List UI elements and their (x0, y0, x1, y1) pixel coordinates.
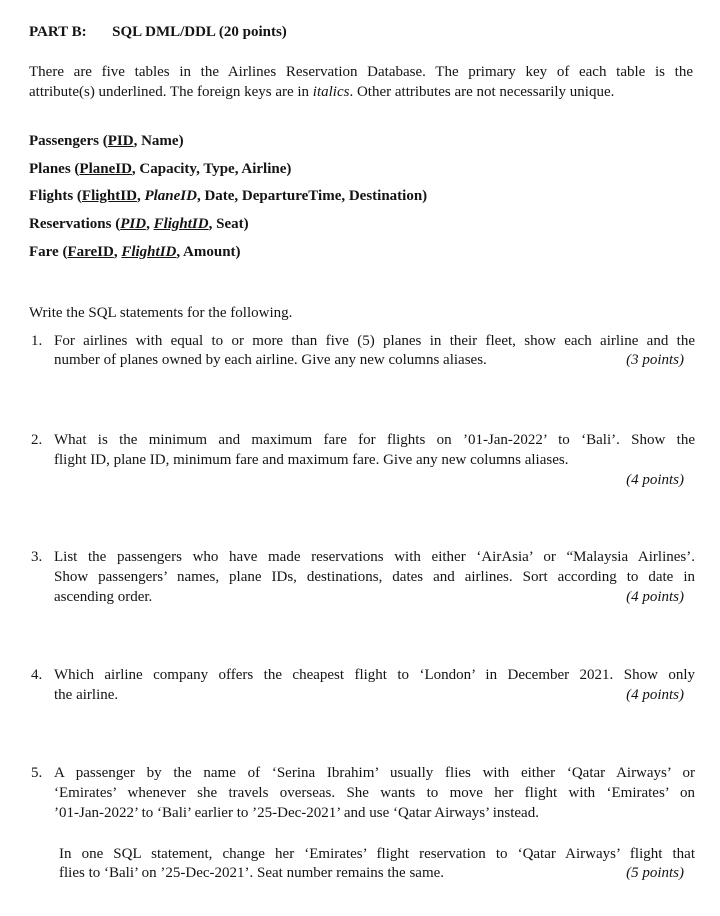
table-attributes: , Capacity, Type, Airline) (131, 161, 292, 177)
question-text-line: Which airline company offers the cheapest flight to ‘London’ in December 2021. Show only (54, 667, 695, 683)
question-number: 4. (31, 667, 43, 683)
question-points: (4 points) (626, 687, 684, 703)
primary-foreign-key: PID (120, 216, 147, 232)
table-name: Passengers ( (29, 133, 108, 149)
question-text-line: flies to ‘Bali’ on ’25-Dec-2021’. Seat number remains the same. (59, 865, 445, 881)
table-attributes: , Date, DepartureTime, Destination) (196, 188, 428, 204)
table-name: Fare ( (29, 244, 68, 260)
intro-italics-word: italics (312, 84, 350, 100)
primary-key: FareID (67, 244, 114, 260)
separator: , (146, 216, 154, 232)
table-attributes: , Seat) (208, 216, 249, 232)
question-number: 3. (31, 549, 43, 565)
table-name: Reservations ( (29, 216, 121, 232)
question-text-line: ’01-Jan-2022’ to ‘Bali’ earlier to ’25-Dec-2021’ and use ‘Qatar Airways’ instead. (54, 805, 539, 821)
question-text-line: List the passengers who have made reservations with either ‘AirAsia’ or “Malaysia Airlines’. (54, 549, 695, 565)
intro-line-2 (29, 84, 614, 101)
part-title: SQL DML/DDL (20 points) (112, 24, 287, 40)
primary-foreign-key: FlightID (121, 244, 177, 260)
question-points: (4 points) (626, 589, 684, 605)
schema-planes (29, 161, 291, 178)
question-number: 1. (31, 333, 43, 349)
schema-passengers (29, 133, 184, 150)
question-text-line: flight ID, plane ID, minimum fare and maximum fare. Give any new columns aliases. (54, 452, 569, 468)
heading (29, 24, 287, 41)
table-attributes: , Amount) (176, 244, 241, 260)
question-text-line: What is the minimum and maximum fare for flights on ’01-Jan-2022’ to ‘Bali’. Show the (54, 432, 695, 448)
question-points: (3 points) (626, 352, 684, 368)
foreign-key: PlaneID (144, 188, 197, 204)
separator: , (136, 188, 145, 204)
question-text-line: A passenger by the name of ‘Serina Ibrahim’ usually flies with either ‘Qatar Airways’ or (54, 765, 695, 781)
primary-key: PlaneID (79, 161, 132, 177)
instructions: Write the SQL statements for the following. (29, 305, 293, 321)
primary-foreign-key: FlightID (153, 216, 209, 232)
question-number: 5. (31, 765, 43, 781)
intro-text-end: . Other attributes are not necessarily unique. (349, 84, 615, 100)
part-label: PART B: (29, 24, 87, 40)
primary-key: PID (107, 133, 134, 149)
question-text-line: In one SQL statement, change her ‘Emirates’ flight reservation to ‘Qatar Airways’ flight that (59, 846, 695, 862)
table-name: Flights ( (29, 188, 82, 204)
question-points: (4 points) (626, 472, 684, 488)
question-number: 2. (31, 432, 43, 448)
schema-reservations (29, 216, 249, 233)
intro-text: attribute(s) underlined. The foreign keys are in (29, 84, 313, 100)
intro-line-1: There are five tables in the Airlines Reservation Database. The primary key of each table is the (29, 64, 693, 80)
schema-flights (29, 188, 427, 205)
question-text-line: For airlines with equal to or more than five (5) planes in their fleet, show each airline and the (54, 333, 695, 349)
question-text-line: Show passengers’ names, plane IDs, destinations, dates and airlines. Sort according to date in (54, 569, 695, 585)
schema-fare (29, 244, 241, 261)
table-attributes: , Name) (133, 133, 184, 149)
question-points: (5 points) (626, 865, 684, 881)
separator: , (113, 244, 122, 260)
question-text-line: ascending order. (54, 589, 153, 605)
primary-key: FlightID (81, 188, 137, 204)
question-text-line: the airline. (54, 687, 119, 703)
table-name: Planes ( (29, 161, 80, 177)
question-text-line: ‘Emirates’ whenever she travels overseas. She wants to move her flight with ‘Emirates’ on (54, 785, 695, 801)
question-text-line: number of planes owned by each airline. Give any new columns aliases. (54, 352, 487, 368)
